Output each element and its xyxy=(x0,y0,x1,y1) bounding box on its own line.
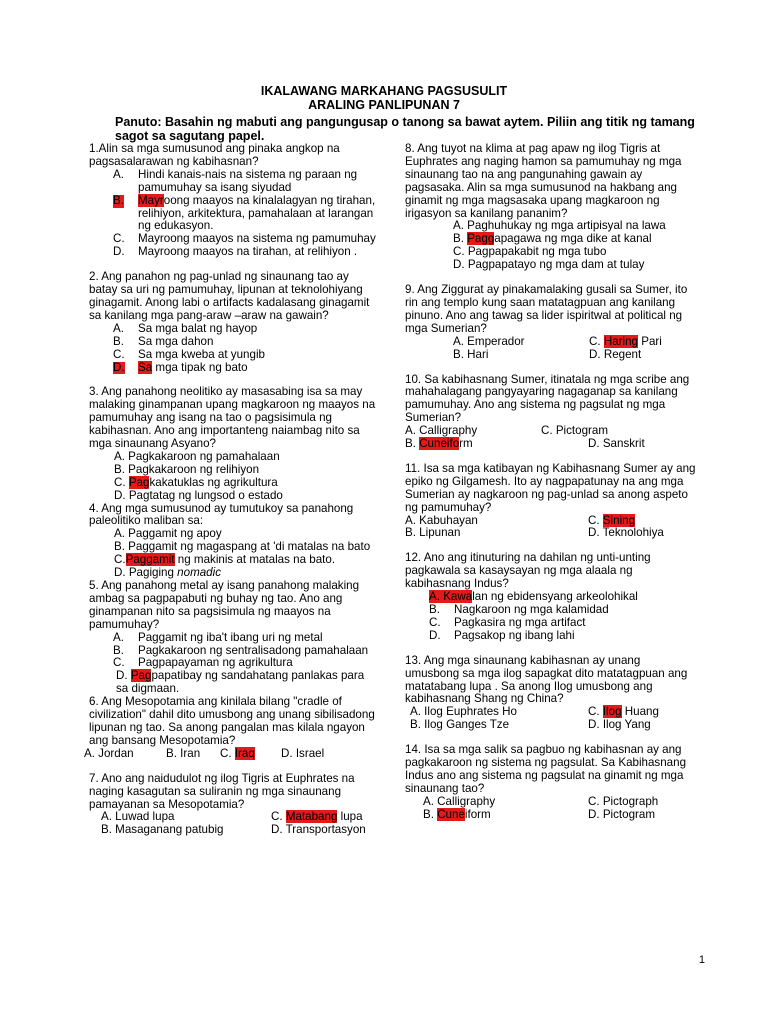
option-a: A. Kabuhayan xyxy=(405,513,478,527)
question-stem: 11. Isa sa mga katibayan ng Kabihasnang Sumer ay ang epiko ng Gilgamesh. Ito ay nagpapatunay na ang mga Sumerian ay nagkaroon ng pag-unlad sa anong aspeto ng pamumuhay? xyxy=(405,461,696,514)
option-b: B. Hari xyxy=(453,347,489,361)
question-stem: 2. Ang panahon ng pag-unlad ng sinaunang tao ay batay sa uri ng pamumuhay, lipunan at teknolohiyang ginagamit. Anong labi o artifacts kadalasang ginagamit sa kanilang mga pang-araw –araw na gawain? xyxy=(89,270,370,322)
option-c: C. Mayroong maayos na sistema ng pamumuhay xyxy=(113,232,376,246)
option-a: A. Calligraphy xyxy=(423,794,496,808)
option-d: D. Mayroong maayos na tirahan, at relihiyon . xyxy=(113,245,358,259)
answer-highlight: Matabang xyxy=(285,810,338,824)
option-a: A. Paghuhukay ng mga artipisyal na lawa xyxy=(453,219,666,233)
option-b: B. Masaganang patubig xyxy=(101,823,224,837)
question-7 xyxy=(89,773,377,838)
option-b: B. Paggapagawa ng mga dike at kanal xyxy=(453,232,652,246)
answer-highlight: Pagg xyxy=(467,232,495,246)
options-row xyxy=(453,336,697,349)
option-d: D. Sanskrit xyxy=(588,437,645,451)
options-row xyxy=(423,809,697,822)
question-6 xyxy=(84,695,377,761)
option-b: B. Paggamit ng magaspang at 'di matalas na bato xyxy=(114,540,371,554)
question-stem: 10. Sa kabihasnang Sumer, itinatala ng mga scribe ang mahahalagang pangyayaring nagaganap sa kanilang pamumuhay. Ano ang sistema ng pagsulat ng mga Sumerian? xyxy=(405,372,690,425)
question-2 xyxy=(89,271,377,374)
page-number: 1 xyxy=(698,954,705,966)
option-d: D. Sa mga tipak ng bato xyxy=(113,360,248,374)
answer-highlight: Haring xyxy=(603,334,638,348)
option-b: B. Sa mga dahon xyxy=(113,334,214,348)
question-5 xyxy=(89,580,377,696)
options-row xyxy=(453,349,697,362)
question-8 xyxy=(405,143,697,272)
option-d: D. Pictogram xyxy=(588,807,656,821)
exam-title: IKALAWANG MARKAHANG PAGSUSULIT xyxy=(260,84,508,98)
options-row xyxy=(410,719,697,732)
answer-highlight: Pag xyxy=(128,475,150,489)
option-c: C. Pictograph xyxy=(588,794,659,808)
option-d: D. Pagpapatibay ng sandahatang panlakas para sa digmaan. xyxy=(116,669,365,696)
question-stem: 9. Ang Ziggurat ay pinakamalaking gusali sa Sumer, ito rin ang templo kung saan matatagpuan ang kanilang pinuno. Ano ang tawag sa lider ispiritwal at political ng mga Sumerian? xyxy=(405,283,688,335)
option-d: D. Regent xyxy=(589,347,642,361)
question-3 xyxy=(89,386,377,502)
option-c: C.Paggamit ng makinis at matalas na bato. xyxy=(114,553,336,567)
option-b: B. Cuneiform xyxy=(423,807,491,821)
option-a: A. Paggamit ng apoy xyxy=(114,527,222,541)
option-b: B. Mayroong maayos na kinalalagyan ng tirahan, relihiyon, arkitektura, pamahalaan at larangan ng edukasyon. xyxy=(113,193,376,233)
option-b: B. Pagkakaroon ng sentralisadong pamahalaan xyxy=(113,643,369,657)
question-stem: 7. Ano ang naidudulot ng ilog Tigris at Euphrates na naging kasagutan sa suliranin ng mga sinaunang pamayanan sa Mesopotamia? xyxy=(89,771,355,811)
answer-highlight: Sining xyxy=(602,513,636,527)
option-c: C. Pagpapakabit ng mga tubo xyxy=(453,245,607,259)
option-a: A. Calligraphy xyxy=(405,424,478,438)
exam-subject: ARALING PANLIPUNAN 7 xyxy=(308,98,460,112)
option-a: A. Ilog Euphrates Ho xyxy=(410,705,517,719)
answer-highlight: Kawa xyxy=(439,590,473,604)
option-c: C. Sa mga kweba at yungib xyxy=(113,347,265,361)
option-c: C. Pictogram xyxy=(541,424,609,438)
option-c: C. Pagkakatuklas ng agrikultura xyxy=(114,475,278,489)
options-row xyxy=(405,438,697,451)
question-stem: 1.Alin sa mga sumusunod ang pinaka angkop na pagsasalarawan ng kabihasnan? xyxy=(89,142,340,168)
question-stem: 13. Ang mga sinaunang kabihasnan ay unang umusbong sa mga ilog sapagkat dito matatagpuan ang matatabang lupa . Sa anong Ilog umusbong ang kabihasnang Shang ng China? xyxy=(405,653,688,706)
option-c: C. Pagpapayaman ng agrikultura xyxy=(113,656,293,670)
question-9 xyxy=(405,284,697,361)
option-a: A. Pagkakaroon ng pamahalaan xyxy=(114,449,280,463)
answer-highlight: Mayr xyxy=(138,193,164,207)
question-13 xyxy=(405,655,697,732)
answer-highlight: Iraq xyxy=(234,746,255,760)
question-stem: 14. Isa sa mga salik sa pagbuo ng kabihasnan ay ang pagkakaroon ng sistema ng pagsulat. Sa Kabihasnang Indus ano ang sistema ng pagsulat na ginamit ng mga sinaunang tao? xyxy=(405,743,687,795)
option-a: A. Emperador xyxy=(453,334,525,348)
option-d: D. Teknolohiya xyxy=(588,526,664,540)
options-row xyxy=(405,527,697,540)
question-1 xyxy=(89,143,377,259)
question-stem: 4. Ang mga sumusunod ay tumutukoy sa panahong paleolitiko maliban sa: xyxy=(89,501,354,528)
option-c: C. Haring Pari xyxy=(589,334,662,348)
option-a: A. Sa mga balat ng hayop xyxy=(113,321,258,335)
option-a: A. Hindi kanais-nais na sistema ng paraan ng pamumuhay sa isang siyudad xyxy=(113,167,358,194)
option-b: B. Nagkaroon ng mga kalamidad xyxy=(429,603,609,616)
option-d: D. Pagsakop ng ibang lahi xyxy=(429,628,575,642)
option-a: A. Jordan xyxy=(84,746,134,760)
option-d: D. Transportasyon xyxy=(271,823,366,837)
right-column xyxy=(405,143,697,834)
option-d: D. Israel xyxy=(281,746,325,760)
answer-highlight: Paggamit xyxy=(125,553,175,567)
left-column xyxy=(84,142,377,849)
answer-highlight: Cuneifo xyxy=(419,437,460,451)
option-a: A. Kawalan ng ebidensyang arkeolohikal xyxy=(429,590,638,604)
option-c: C. Sining xyxy=(588,513,636,527)
question-stem: 12. Ano ang itinuturing na dahilan ng unti-unting pagkawala sa kasaysayan ng mga alaala ng kabihasnang Indus? xyxy=(405,551,651,591)
option-c: C. Pagkasira ng mga artifact xyxy=(429,615,586,629)
option-a: A. Luwad lupa xyxy=(101,810,175,824)
option-c: C. Iraq xyxy=(220,746,255,760)
answer-highlight: Pag xyxy=(130,669,152,683)
question-14 xyxy=(405,744,697,821)
question-4 xyxy=(89,503,377,580)
option-d: D. Pagtatag ng lungsod o estado xyxy=(114,488,283,502)
question-10 xyxy=(405,374,697,451)
option-d: D. Ilog Yang xyxy=(588,718,651,732)
option-d: D. Pagiging nomadic xyxy=(114,566,221,580)
option-b: B. Iran xyxy=(166,746,201,760)
answer-highlight: Cune xyxy=(437,807,465,821)
answer-highlight: Ilog xyxy=(602,705,622,719)
option-b: B. Pagkakaroon ng relihiyon xyxy=(114,462,260,476)
instructions: Panuto: Basahin ng mabuti ang pangungusap o tanong sa bawat aytem. Piliin ang titik ng tamang sagot sa sagutang papel. xyxy=(115,115,695,143)
option-a: A. Paggamit ng iba't ibang uri ng metal xyxy=(113,630,323,644)
options-row xyxy=(84,748,377,761)
answer-highlight: Sa xyxy=(138,360,153,374)
question-stem: 5. Ang panahong metal ay isang panahong malaking ambag sa pagpapabuti ng buhay ng tao. Ano ang ginampanan nito sa pagsisimula ng maayos na pamumuhay? xyxy=(89,579,360,631)
option-b: B. Ilog Ganges Tze xyxy=(410,718,510,732)
question-stem: 8. Ang tuyot na klima at pag apaw ng ilog Tigris at Euphrates ang naging hamon sa pamumuhay ng mga sinaunang tao na ang pangunahing gawain ay pagsasaka. Alin sa mga sumusunod na hakbang ang ginamit ng mga magsasaka upang magkaroon ng irigasyon sa kanilang pananim? xyxy=(405,142,682,220)
question-11 xyxy=(405,463,697,540)
question-stem: 3. Ang panahong neolitiko ay masasabing isa sa may malaking ginampanan upang magkaroon ng maayos na pamumuhay ang isang na tao o pagsisimula ng kabihasnan. Ano ang importanteng naiambag nito sa mga sinaunang Asyano? xyxy=(89,385,376,451)
question-12 xyxy=(405,552,697,642)
option-d: D. Pagpapatayo ng mga dam at tulay xyxy=(453,258,645,272)
option-b: B. Lipunan xyxy=(405,526,461,540)
options-row xyxy=(101,824,377,837)
question-stem: 6. Ang Mesopotamia ang kinilala bilang "cradle of civilization" dahil dito umusbong ang unang sibilisadong lipunan ng tao. Sa anong pangalan mas kilala ngayon ang bansang Mesopotamia? xyxy=(89,695,375,747)
option-b: B. Cuneiform xyxy=(405,437,473,451)
option-c: C. Matabang lupa xyxy=(271,810,363,824)
option-c: C. Ilog Huang xyxy=(588,705,659,719)
